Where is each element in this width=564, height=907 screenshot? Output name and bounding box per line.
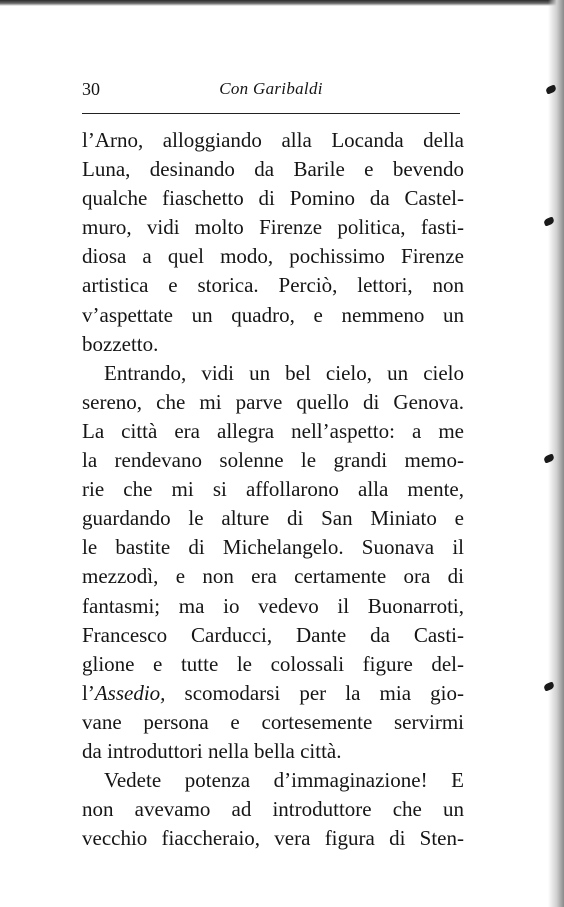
text-line: non avevamo ad introduttore che un <box>82 797 464 822</box>
text-line: Entrando, vidi un bel cielo, un cielo <box>104 360 464 385</box>
text-fragment: scomodarsi per la mia gio- <box>165 680 464 705</box>
page-number: 30 <box>82 79 100 99</box>
running-title: Con Garibaldi <box>219 79 323 98</box>
text-line: l’Arno, alloggiando alla Locanda della <box>82 128 464 152</box>
text-line: Francesco Carducci, Dante da Casti- <box>82 622 464 647</box>
text-line: fantasmi; ma io vedevo il Buonarroti, <box>82 593 464 618</box>
text-line: rie che mi si affollarono alla mente, <box>82 477 464 502</box>
text-line: La città era allegra nell’aspetto: a me <box>82 418 464 443</box>
text-fragment: l’ <box>82 680 95 705</box>
text-line: da introduttori nella bella città. <box>82 738 342 763</box>
text-line: bozzetto. <box>82 331 159 356</box>
text-line: diosa a quel modo, pochissimo Firenze <box>82 244 464 269</box>
text-line: vecchio fiaccheraio, vera figura di Sten- <box>82 826 464 851</box>
text-line: sereno, che mi parve quello di Genova. <box>82 389 464 414</box>
text-line: Luna, desinando da Barile e bevendo <box>82 157 464 182</box>
text-line: glione e tutte le colossali figure del- <box>82 651 464 676</box>
italic-title: Assedio, <box>94 680 166 705</box>
text-line: mezzodì, e non era certamente ora di <box>82 564 464 589</box>
body-text <box>82 126 464 853</box>
text-line: guardando le alture di San Miniato e <box>82 506 464 531</box>
header-rule <box>82 113 460 114</box>
text-line: Vedete potenza d’immaginazione! E <box>104 768 464 793</box>
page-top-edge-shadow <box>0 0 564 6</box>
running-head <box>82 78 460 104</box>
text-line: la rendevano solenne le grandi memo- <box>82 448 464 473</box>
text-line: le bastite di Michelangelo. Suonava il <box>82 535 464 560</box>
text-line: artistica e storica. Perciò, lettori, non <box>82 273 464 298</box>
text-line: muro, vidi molto Firenze politica, fasti- <box>82 215 464 240</box>
text-line: vane persona e cortesemente servirmi <box>82 709 464 734</box>
text-line-with-italic <box>82 679 464 708</box>
text-line: v’aspettate un quadro, e nemmeno un <box>82 302 464 327</box>
text-line: qualche fiaschetto di Pomino da Castel- <box>82 186 464 211</box>
